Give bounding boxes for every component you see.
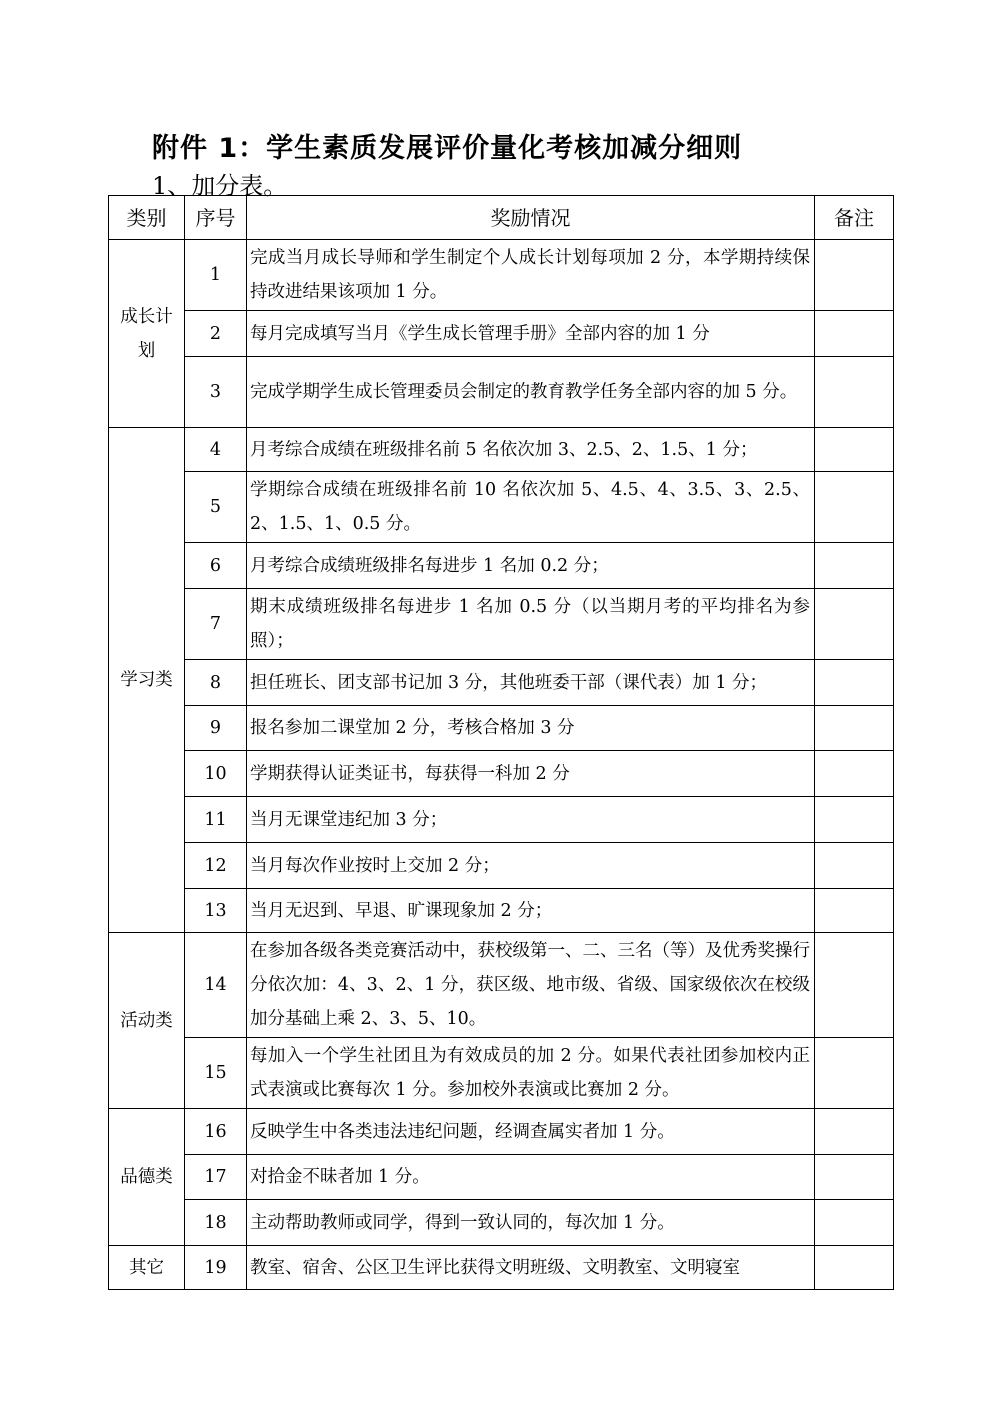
remark-cell <box>815 660 894 706</box>
reward-text: 月考综合成绩在班级排名前 5 名依次加 3、2.5、2、1.5、1 分； <box>247 428 815 472</box>
row-number: 8 <box>185 660 247 706</box>
category-cell: 成长计划 <box>109 240 185 428</box>
table-row <box>109 589 894 660</box>
table-row <box>109 240 894 311</box>
reward-text: 每月完成填写当月《学生成长管理手册》全部内容的加 1 分 <box>247 311 815 357</box>
table-row <box>109 1246 894 1290</box>
table-header-row <box>109 196 894 240</box>
reward-text: 月考综合成绩班级排名每进步 1 名加 0.2 分； <box>247 543 815 589</box>
remark-cell <box>815 933 894 1038</box>
remark-cell <box>815 1038 894 1109</box>
remark-cell <box>815 1246 894 1290</box>
row-number: 16 <box>185 1109 247 1155</box>
category-cell: 其它 <box>109 1246 185 1290</box>
row-number: 15 <box>185 1038 247 1109</box>
remark-cell <box>815 543 894 589</box>
remark-cell <box>815 1200 894 1246</box>
reward-text: 主动帮助教师或同学，得到一致认同的，每次加 1 分。 <box>247 1200 815 1246</box>
remark-cell <box>815 240 894 311</box>
reward-text: 在参加各级各类竞赛活动中，获校级第一、二、三名（等）及优秀奖操行分依次加：4、3、2、1 分，获区级、地市级、省级、国家级依次在校级加分基础上乘 2、3、5、10。 <box>247 933 815 1038</box>
table-row <box>109 1109 894 1155</box>
table-row <box>109 843 894 889</box>
row-number: 19 <box>185 1246 247 1290</box>
table-row <box>109 357 894 428</box>
remark-cell <box>815 797 894 843</box>
reward-text: 期末成绩班级排名每进步 1 名加 0.5 分（以当期月考的平均排名为参照）； <box>247 589 815 660</box>
reward-text: 完成学期学生成长管理委员会制定的教育教学任务全部内容的加 5 分。 <box>247 357 815 428</box>
remark-cell <box>815 706 894 751</box>
row-number: 12 <box>185 843 247 889</box>
reward-text: 完成当月成长导师和学生制定个人成长计划每项加 2 分，本学期持续保持改进结果该项加 1 分。 <box>247 240 815 311</box>
remark-cell <box>815 889 894 933</box>
category-cell: 活动类 <box>109 933 185 1109</box>
reward-text: 反映学生中各类违法违纪问题，经调查属实者加 1 分。 <box>247 1109 815 1155</box>
remark-cell <box>815 472 894 543</box>
remark-cell <box>815 589 894 660</box>
row-number: 18 <box>185 1200 247 1246</box>
row-number: 14 <box>185 933 247 1038</box>
document-title: 附件 1：学生素质发展评价量化考核加减分细则 <box>152 133 743 164</box>
reward-text: 当月每次作业按时上交加 2 分； <box>247 843 815 889</box>
table-row <box>109 472 894 543</box>
row-number: 2 <box>185 311 247 357</box>
reward-text: 担任班长、团支部书记加 3 分，其他班委干部（课代表）加 1 分； <box>247 660 815 706</box>
row-number: 7 <box>185 589 247 660</box>
bonus-table <box>108 195 894 1290</box>
category-cell: 学习类 <box>109 428 185 933</box>
reward-text: 对拾金不昧者加 1 分。 <box>247 1155 815 1200</box>
table-row <box>109 660 894 706</box>
header-category: 类别 <box>109 196 185 240</box>
table-row <box>109 543 894 589</box>
table-row <box>109 889 894 933</box>
table-row <box>109 1200 894 1246</box>
category-cell: 品德类 <box>109 1109 185 1246</box>
table-row <box>109 751 894 797</box>
table-row <box>109 311 894 357</box>
table-row <box>109 428 894 472</box>
reward-text: 当月无迟到、早退、旷课现象加 2 分； <box>247 889 815 933</box>
row-number: 9 <box>185 706 247 751</box>
reward-text: 学期综合成绩在班级排名前 10 名依次加 5、4.5、4、3.5、3、2.5、2、1.5、1、0.5 分。 <box>247 472 815 543</box>
remark-cell <box>815 311 894 357</box>
remark-cell <box>815 1155 894 1200</box>
row-number: 3 <box>185 357 247 428</box>
table-row <box>109 706 894 751</box>
table-row <box>109 1155 894 1200</box>
reward-text: 当月无课堂违纪加 3 分； <box>247 797 815 843</box>
table-row <box>109 933 894 1038</box>
reward-text: 学期获得认证类证书，每获得一科加 2 分 <box>247 751 815 797</box>
row-number: 5 <box>185 472 247 543</box>
reward-text: 报名参加二课堂加 2 分，考核合格加 3 分 <box>247 706 815 751</box>
section-subtitle: 1、加分表。 <box>152 172 288 200</box>
remark-cell <box>815 751 894 797</box>
remark-cell <box>815 843 894 889</box>
table-row <box>109 1038 894 1109</box>
reward-text: 每加入一个学生社团且为有效成员的加 2 分。如果代表社团参加校内正式表演或比赛每次 1 分。参加校外表演或比赛加 2 分。 <box>247 1038 815 1109</box>
row-number: 13 <box>185 889 247 933</box>
remark-cell <box>815 428 894 472</box>
table-row <box>109 797 894 843</box>
row-number: 1 <box>185 240 247 311</box>
header-reward: 奖励情况 <box>247 196 815 240</box>
row-number: 17 <box>185 1155 247 1200</box>
reward-text: 教室、宿舍、公区卫生评比获得文明班级、文明教室、文明寝室 <box>247 1246 815 1290</box>
row-number: 4 <box>185 428 247 472</box>
remark-cell <box>815 357 894 428</box>
header-number: 序号 <box>185 196 247 240</box>
header-remark: 备注 <box>815 196 894 240</box>
remark-cell <box>815 1109 894 1155</box>
row-number: 10 <box>185 751 247 797</box>
row-number: 6 <box>185 543 247 589</box>
row-number: 11 <box>185 797 247 843</box>
